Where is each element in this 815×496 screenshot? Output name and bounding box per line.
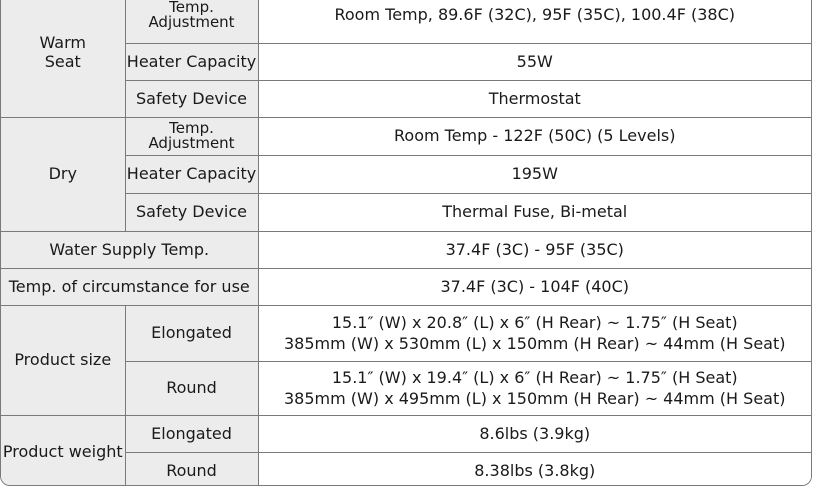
size-metric-line: 385mm (W) x 530mm (L) x 150mm (H Rear) ~ 44mm (H Seat) <box>284 334 786 353</box>
product-size-elongated-value <box>258 305 811 361</box>
warm-seat-temp-adjustment-label <box>125 0 258 43</box>
dry-temp-adjustment-label <box>125 117 258 155</box>
product-weight-round-label: Round <box>125 452 258 486</box>
dry-temp-adjustment-value: Room Temp - 122F (50C) (5 Levels) <box>258 117 811 155</box>
spec-table <box>1 0 811 486</box>
product-weight-label: Product weight <box>1 415 125 486</box>
warm-seat-heater-capacity-label: Heater Capacity <box>125 43 258 80</box>
dry-label: Dry <box>1 117 125 231</box>
temp-adjustment-text: Temp. Adjustment <box>148 119 235 152</box>
warm-seat-safety-device-label: Safety Device <box>125 80 258 117</box>
dry-safety-device-label: Safety Device <box>125 193 258 231</box>
warm-seat-temp-adjustment-value: Room Temp, 89.6F (32C), 95F (35C), 100.4F (38C) <box>258 0 811 43</box>
circumstance-temp-value: 37.4F (3C) - 104F (40C) <box>258 268 811 305</box>
warm-seat-label-text: Warm Seat <box>39 32 86 71</box>
water-supply-temp-value: 37.4F (3C) - 95F (35C) <box>258 231 811 268</box>
product-size-elongated-label: Elongated <box>125 305 258 361</box>
product-size-round-label: Round <box>125 361 258 415</box>
product-weight-elongated-value: 8.6lbs (3.9kg) <box>258 415 811 452</box>
size-metric-line: 385mm (W) x 495mm (L) x 150mm (H Rear) ~ 44mm (H Seat) <box>284 389 786 408</box>
product-weight-round-value: 8.38lbs (3.8kg) <box>258 452 811 486</box>
product-size-label: Product size <box>1 305 125 415</box>
dry-heater-capacity-label: Heater Capacity <box>125 155 258 193</box>
warm-seat-heater-capacity-value: 55W <box>258 43 811 80</box>
product-weight-elongated-label: Elongated <box>125 415 258 452</box>
product-size-round-value <box>258 361 811 415</box>
dry-safety-device-value: Thermal Fuse, Bi-metal <box>258 193 811 231</box>
warm-seat-label <box>1 0 125 117</box>
circumstance-temp-label: Temp. of circumstance for use <box>1 268 258 305</box>
warm-seat-safety-device-value: Thermostat <box>258 80 811 117</box>
dry-heater-capacity-value: 195W <box>258 155 811 193</box>
size-imperial-line: 15.1″ (W) x 19.4″ (L) x 6″ (H Rear) ~ 1.75″ (H Seat) <box>331 367 738 387</box>
water-supply-temp-label: Water Supply Temp. <box>1 231 258 268</box>
size-imperial-line: 15.1″ (W) x 20.8″ (L) x 6″ (H Rear) ~ 1.75″ (H Seat) <box>331 312 738 332</box>
temp-adjustment-text: Temp. Adjustment <box>148 0 235 31</box>
